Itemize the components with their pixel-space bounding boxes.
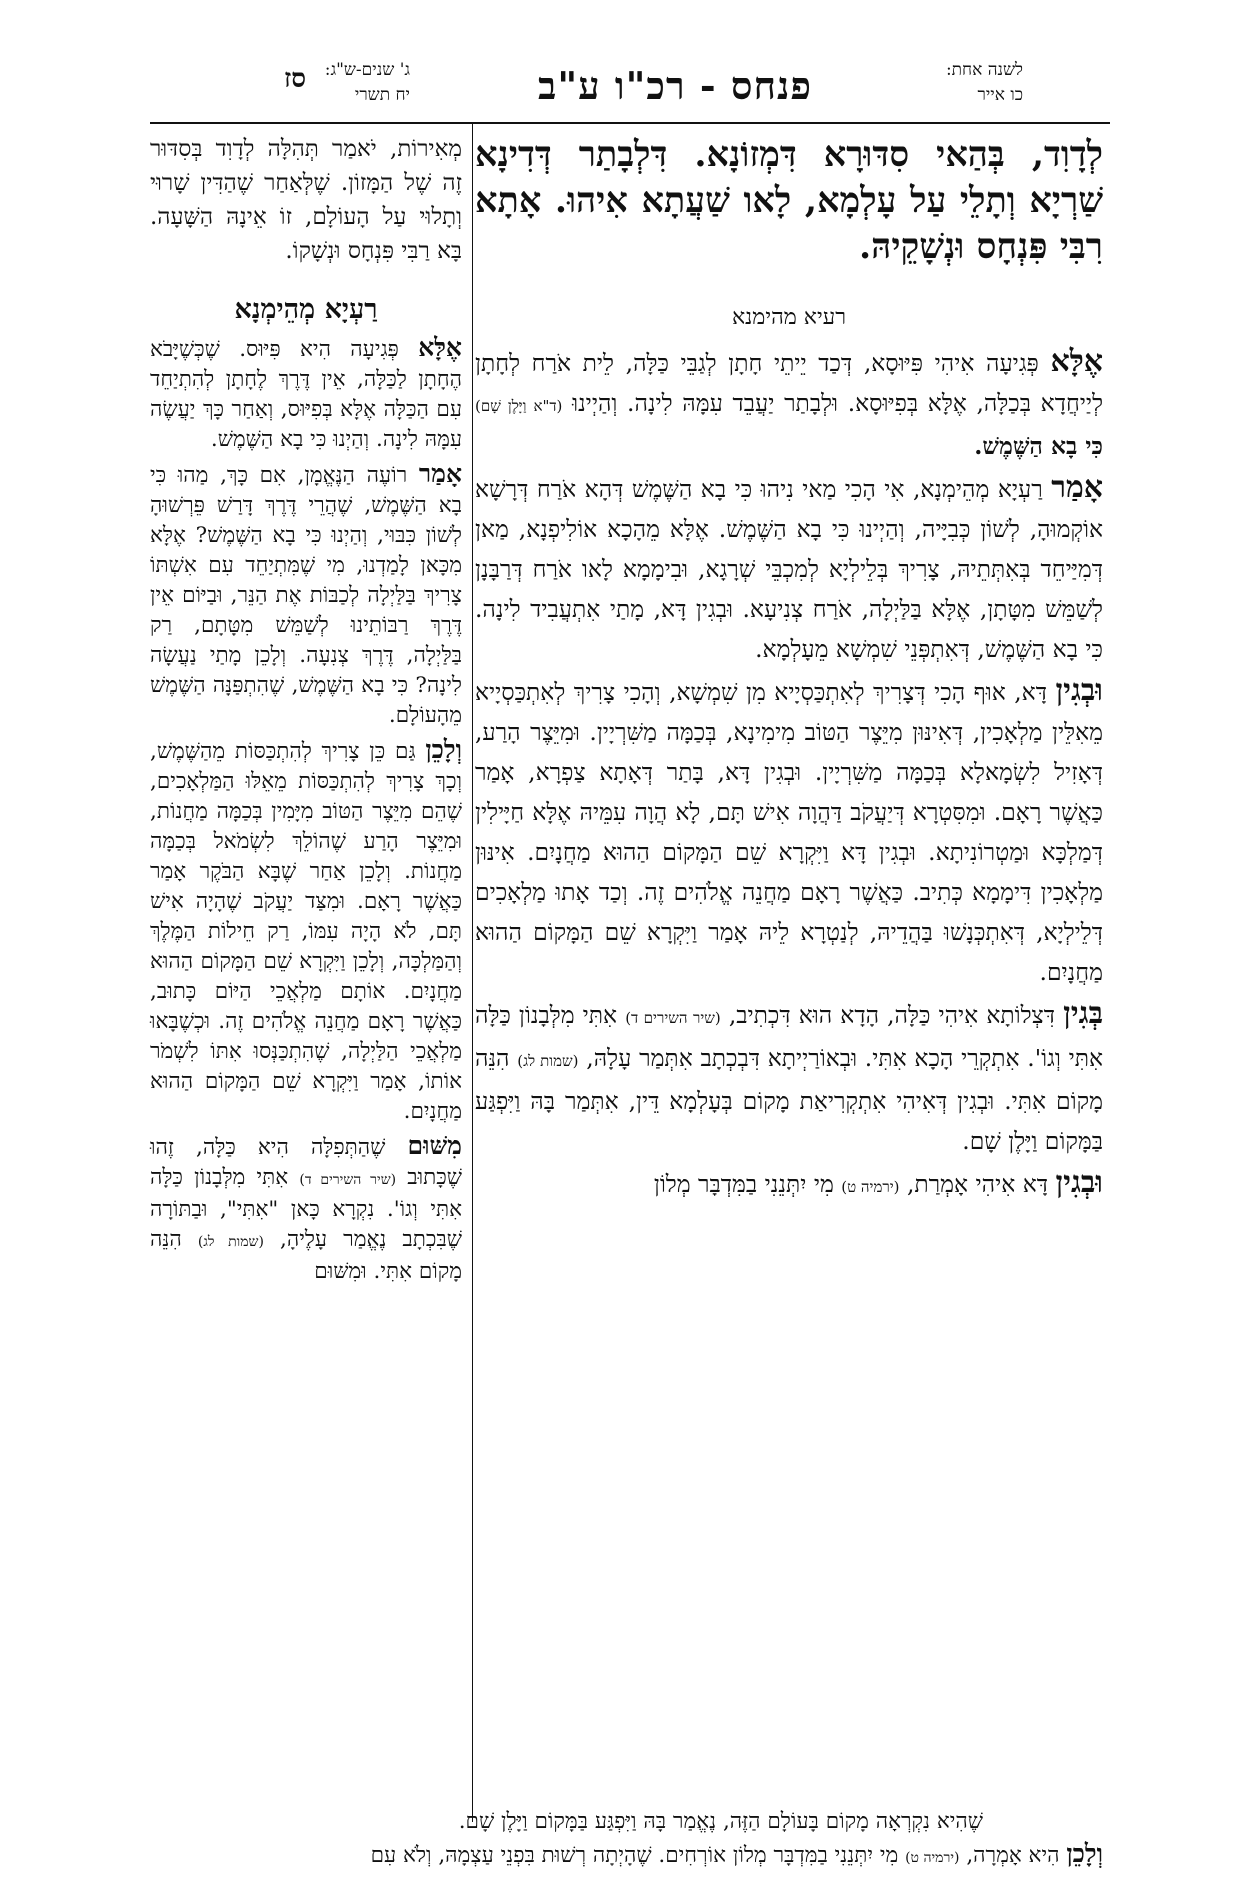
- header-left-line1: ג' שנים-ש"ג:: [324, 60, 410, 80]
- translation-paragraph-1: [150, 333, 462, 455]
- bottom-line-2-reference: (ירמיה ט): [905, 1850, 960, 1866]
- main-section-title: רעיא מהימנא: [731, 305, 847, 330]
- main-p5-reference: (ירמיה ט): [841, 1178, 900, 1196]
- translation-section-title: רַעְיָא מְהֵימְנָא: [234, 294, 378, 325]
- header-right-line2: כו אייר: [977, 85, 1023, 105]
- header-left-line2: יח תשרי: [354, 85, 410, 105]
- main-paragraph-5: [475, 1163, 1103, 1207]
- page-number: סז: [283, 64, 306, 94]
- main-paragraph-1: [475, 342, 1103, 466]
- main-p1-lead: אֶלָּא: [1050, 344, 1103, 379]
- main-p3-text: דָּא, אוּף הָכִי דְּצָרִיךְ לְאִתְכַּסְיָיא מִן שִׁמְשָׁא, וְהָכִי צָרִיךְ לְאִתְכַּסְיָיא מֵאִלֵּין מַלְאָכִין, דְּאִינּוּן מִיֵּצֶר הַטּוֹב מִימִינָא, בְּכַמָּה מַשִּׁרְיָין. וּמִיֵּצֶר הָרַע, דְּאָזִיל לִשְׂמָאלָא בְּכַמָּה מַשִּׁרְיָין. וּבְגִין דָּא, בָּתַר דְּאָתָא צַפְרָא, אָמַר כַּאֲשֶׁר רָאָם. וּמִסִּטְרָא דְּיַעֲקֹב דַּהֲוָה אִישׁ תָּם, לָא הֲוָה עִמֵּיהּ אֶלָּא חַיָּילִין דְּמַלְכָּא וּמַטְרוֹנִיתָא. וּבְגִין דָּא וַיִּקְרָא שֵׁם הַמָּקוֹם הַהוּא מַחֲנָיִם. אִינּוּן מַלְאָכִין דִּימָמָא כְּתִיב. כַּאֲשֶׁר רָאָם מַחֲנֵה אֱלֹהִים זֶה. וְכַד אָתוּ מַלְאָכִים דְּלֵילְיָא, דְּאִתְכְּנָשׁוּ בַּהֲדֵיהּ, לְנַטְרָא לֵיהּ אָמַר וַיִּקְרָא שֵׁם הַמָּקוֹם הַהוּא מַחֲנָיִם.: [475, 678, 1103, 986]
- translation-p4-reference: (שיר השירים ד): [299, 1172, 397, 1188]
- translation-p1-lead: אֶלָּא: [418, 333, 462, 362]
- main-p4-reference: (שיר השירים ד): [625, 1009, 721, 1027]
- bottom-line-2: [150, 1838, 1103, 1874]
- translation-p1-text: פְּגִיעָה הִיא פִּיּוּס. שֶׁכְּשֶׁיָּבֹא הֶחָתָן לַכַּלָּה, אֵין דֶּרֶךְ לֶחָתָן לְהִתְיַחֵד עִם הַכַּלָּה אֶלָּא בְּפִיּוּס, וְאַחַר כָּךְ יַעֲשֶׂה עִמָּהּ לִינָה. וְהַיְנוּ כִּי בָא הַשֶּׁמֶשׁ.: [150, 337, 462, 452]
- translation-column: [150, 132, 462, 1291]
- main-p2-lead: אָמַר: [1051, 470, 1103, 505]
- main-paragraph-4: [475, 994, 1103, 1161]
- main-paragraph-2: [475, 468, 1103, 669]
- bottom-line-2-tail: מִי יִתְּנֵנִי בַמִּדְבָּר מְלוֹן אוֹרְחִים. שֶׁהָיְתָה רְשׁוּת בִּפְנֵי עַצְמָהּ, וְלֹא עִם: [370, 1843, 906, 1868]
- translation-p4-lead: מִשּׁוּם: [407, 1131, 462, 1160]
- translation-p4-tail: אִתִּי מִלְּבָנוֹן כַּלָּה אִתִּי וְגוֹ'. נִקְרָא כָּאן "אִתִּי", וּבַתּוֹרָה שֶׁבִּכְתָב נֶאֱמַר עָלֶיהָ,: [150, 1165, 462, 1252]
- header-divider: [150, 122, 1110, 124]
- main-p4-tail-2: הִנֵּה מָקוֹם אִתִּי. וּבְגִין דְּאִיהִי אִתְקְרִיאַת מָקוֹם בְּעָלְמָא דֵּין, אִתְּמַר בָּהּ וַיִּפְגַּע בַּמָּקוֹם וַיָּלֶן שָׁם.: [475, 1044, 1103, 1155]
- translation-p4-tail-2: הִנֵּה מָקוֹם אִתִּי. וּמִשּׁוּם: [150, 1227, 462, 1284]
- bottom-line-2-lead: וְלָכֵן: [1066, 1839, 1103, 1868]
- main-p1-tail: כִּי בָא הַשֶּׁמֶשׁ.: [974, 432, 1103, 460]
- main-p2-text: רַעְיָא מְהֵימְנָא, אִי הָכִי מַאי נִיהוּ כִּי בָא הַשֶּׁמֶשׁ דְּהָא אֹרַח דְּרָשָׁא אוֹקְמוּהָ, לְשׁוֹן כְּבִיָּיה, וְהַיְינוּ כִּי בָא הַשֶּׁמֶשׁ. אֶלָּא מֵהָכָא אוֹלִיפְנָא, מַאן דְּמִיַּיחֵד בְּאִתְּתֵיהּ, צָרִיךְ בְּלֵילְיָא לְמִכְבֵּי שְׁרָגָא, וּבִימָמָא לָאו אֹרַח דְּרַבָּנָן לְשַׁמֵּשׁ מִטָּתָן, אֶלָּא בַּלַּיְלָה, אֹרַח צְנִיעָא. וּבְגִין דָּא, מָתַי אִתְעֲבִיד לִינָה. כִּי בָא הַשֶּׁמֶשׁ, דְּאִתְפְּנֵי שִׁמְשָׁא מֵעָלְמָא.: [475, 475, 1103, 663]
- column-divider: [472, 122, 473, 1822]
- main-p4-reference-2: (שמות לג): [517, 1052, 579, 1070]
- main-p5-lead: וּבְגִין: [1055, 1165, 1103, 1200]
- main-text-column: [475, 132, 1103, 1209]
- translation-p2-lead: אָמַר: [418, 459, 462, 488]
- bottom-lines: [150, 1806, 1103, 1874]
- main-p4-tail: אִתִּי מִלְּבָנוֹן כַּלָּה אִתִּי וְגוֹ'. אִתְקְרֵי הָכָא אִתִּי. וּבְאוֹרַיְיתָא דִּבְכְתָב אִתְּמַר עָלָהּ,: [475, 1001, 1104, 1072]
- header-left: [160, 58, 460, 124]
- translation-paragraph-2: [150, 459, 462, 731]
- translation-paragraph-4: [150, 1131, 462, 1287]
- main-intro: לְדָוִד, בְּהַאי סִדּוּרָא דִּמְזוֹנָא. דִּלְבָתַר דְּדִינָא שַׁרְיָא וְתָלֵי עַל עָלְמָא, לָאו שַׁעֲתָא אִיהוּ. אָתָא רִבִּי פִּנְחָס וּנְשָׁקֵיהּ.: [475, 134, 1103, 267]
- bottom-line-2-text: הִיא אָמְרָה,: [959, 1843, 1067, 1868]
- main-p4-lead: בְּגִין: [1063, 996, 1104, 1031]
- translation-intro: מְאִירוֹת, יֹאמַר תְּהִלָּה לְדָוִד בְּסִדּוּר זֶה שֶׁל הַמָּזוֹן. שֶׁלְּאַחַר שֶׁהַדִּין שָׁרוּי וְתָלוּי עַל הָעוֹלָם, זוֹ אֵינָהּ הַשָּׁעָה. בָּא רַבִּי פִּנְחָס וּנְשָׁקוֹ.: [150, 136, 462, 264]
- translation-p4-text: שֶׁהַתְּפִלָּה הִיא כַּלָּה, זֶהוּ שֶׁכָּתוּב: [150, 1135, 462, 1190]
- bottom-line-1: שֶׁהִיא נִקְרְאָה מָקוֹם בָּעוֹלָם הַזֶּה, נֶאֱמַר בָּהּ וַיִּפְגַּע בַּמָּקוֹם וַיָּלֶן שָׁם.: [458, 1809, 983, 1834]
- page-title: פנחס - רכ"ו ע"ב: [538, 63, 812, 108]
- translation-p4-reference-2: (שמות לג): [197, 1234, 264, 1250]
- main-p5-text: דָּא אִיהִי אָמְרַת,: [899, 1170, 1056, 1198]
- translation-p3-text: גַּם כֵּן צָרִיךְ לְהִתְכַּסּוֹת מֵהַשֶּׁמֶשׁ, וְכָךְ צָרִיךְ לְהִתְכַּסּוֹת מֵאֵלּוּ הַמַּלְאָכִים, שֶׁהֵם מִיֵּצֶר הַטּוֹב מִיָּמִין בְּכַמָּה מַחֲנוֹת, וּמִיֵּצֶר הָרַע שֶׁהוֹלֵךְ לִשְׂמֹאל בְּכַמָּה מַחֲנוֹת. וְלָכֵן אַחַר שֶׁבָּא הַבֹּקֶר אָמַר כַּאֲשֶׁר רָאָם. וּמִצַּד יַעֲקֹב שֶׁהָיָה אִישׁ תָּם, לֹא הָיָה עִמּוֹ, רַק חֵילוֹת הַמֶּלֶךְ וְהַמַּלְכָּה, וְלָכֵן וַיִּקְרָא שֵׁם הַמָּקוֹם הַהוּא מַחֲנָיִם. אוֹתָם מַלְאֲכֵי הַיּוֹם כָּתוּב, כַּאֲשֶׁר רָאָם מַחֲנֵה אֱלֹהִים זֶה. וּכְשֶׁבָּאוּ מַלְאֲכֵי הַלַּיְלָה, שֶׁהִתְכַּנְּסוּ אִתּוֹ לִשְׁמֹר אוֹתוֹ, אָמַר וַיִּקְרָא שֵׁם הַמָּקוֹם הַהוּא מַחֲנָיִם.: [150, 739, 462, 1124]
- main-p5-tail: מִי יִתְּנֵנִי בַמִּדְבָּר מְלוֹן: [653, 1170, 842, 1198]
- header-right-line1: לשנה אחת:: [945, 60, 1023, 80]
- translation-p2-text: רוֹעֶה הַנֶּאֱמָן, אִם כָּךְ, מַהוּ כִּי בָא הַשֶּׁמֶשׁ, שֶׁהֲרֵי דֶּרֶךְ דָּרַשׁ פֵּרְשׁוּהָ לְשׁוֹן כִּבּוּי, וְהַיְנוּ כִּי בָא הַשֶּׁמֶשׁ? אֶלָּא מִכָּאן לָמַדְנוּ, מִי שֶׁמִּתְיַחֵד עִם אִשְׁתּוֹ צָרִיךְ בַּלַּיְלָה לְכַבּוֹת אֶת הַנֵּר, וּבַיּוֹם אֵין דֶּרֶךְ רַבּוֹתֵינוּ לְשַׁמֵּשׁ מִטָּתָם, רַק בַּלַּיְלָה, דֶּרֶךְ צְנִעָה. וְלָכֵן מָתַי נַעֲשָׂה לִינָה? כִּי בָא הַשֶּׁמֶשׁ, שֶׁהִתְפַּנָּה הַשֶּׁמֶשׁ מֵהָעוֹלָם.: [150, 463, 462, 728]
- translation-paragraph-3: [150, 735, 462, 1127]
- main-p1-text: פְּגִיעָה אִיהִי פִּיּוּסָא, דְּכַד יֵיתֵי חָתָן לְגַבֵּי כַּלָּה, לֵית אֹרַח לְחָתָן לְיַיחֲדָא בְּכַלָּה, אֶלָּא בְּפִיּוּסָא. וּלְבָתַר יַעֲבֵד עִמָּהּ לִינָה. וְהַיְינוּ: [475, 349, 1104, 417]
- main-p1-reference: (ד"א וַיָּלֶן שָׁם): [475, 397, 563, 415]
- translation-p3-lead: וְלָכֵן: [425, 735, 462, 764]
- main-p3-lead: וּבְגִין: [1055, 673, 1103, 708]
- main-paragraph-3: [475, 671, 1103, 992]
- main-p4-text: דִּצְלוֹתָא אִיהִי כַּלָּה, הָדָא הוּא דִּכְתִיב,: [720, 1001, 1064, 1029]
